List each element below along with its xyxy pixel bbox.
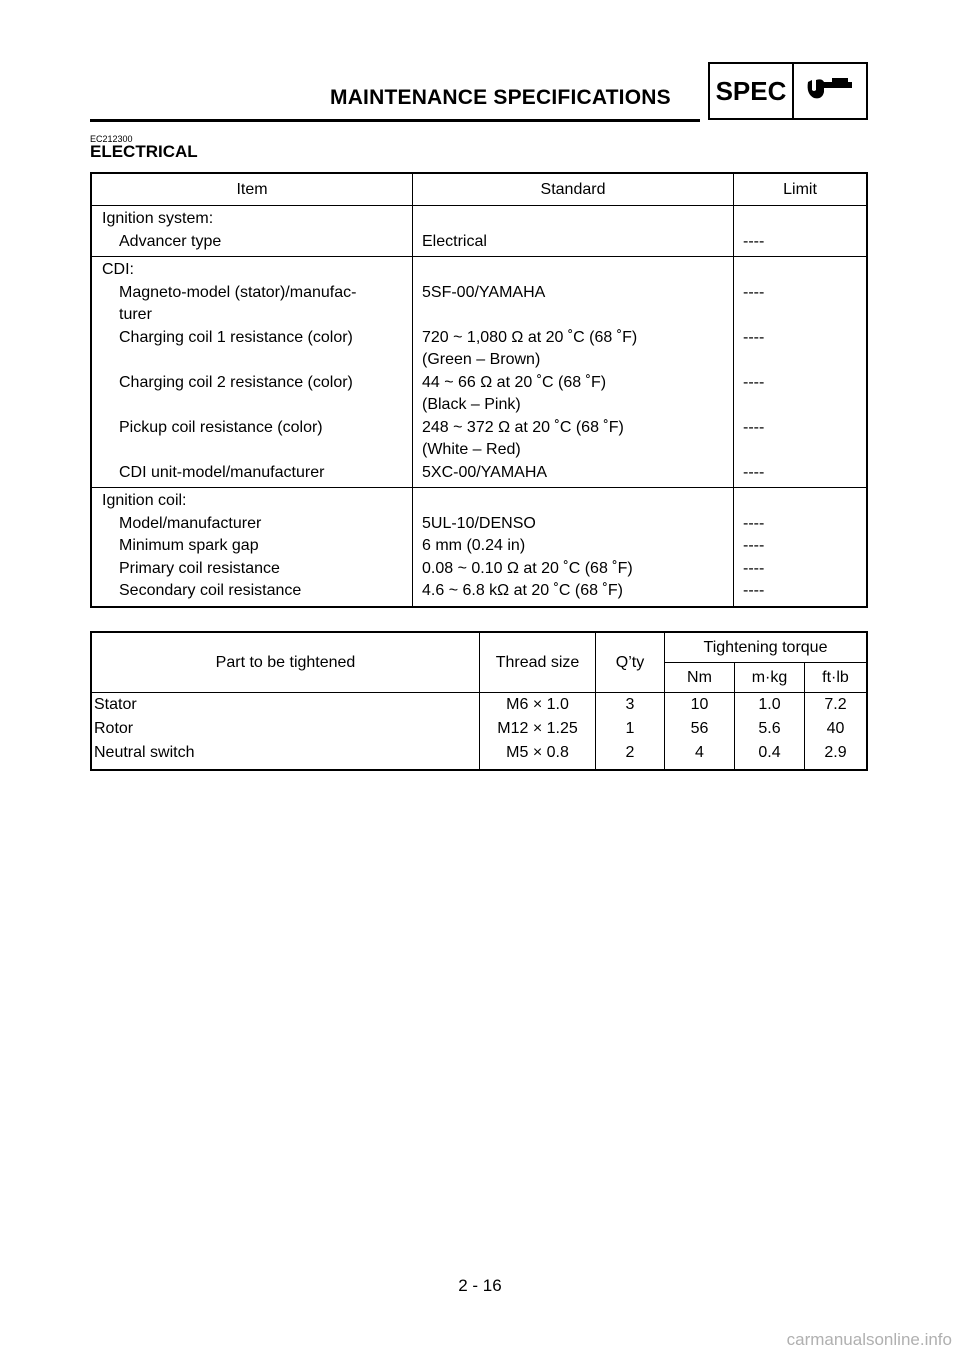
spec-standard-text: 44 ~ 66 Ω at 20 ˚C (68 ˚F) [422,373,607,391]
spec-item-text: Minimum spark gap [119,537,259,554]
spec-standard-text [413,304,733,327]
spec-item-text: turer [119,306,152,323]
spec-standard-text: 720 ~ 1,080 Ω at 20 ˚C (68 ˚F) [422,328,638,346]
page-header-title: MAINTENANCE SPECIFICATIONS [330,86,671,109]
spec-item-text [92,349,412,372]
spec-limit-text [734,439,866,462]
watermark: carmanualsonline.info [786,1330,952,1349]
spec-standard-cell [413,206,734,257]
spec-badge-label: SPEC [710,64,794,118]
section-title: ELECTRICAL [90,142,198,161]
header-qty: Q’ty [596,632,665,693]
spec-item-text: Model/manufacturer [119,514,262,532]
header-part: Part to be tightened [91,632,480,693]
spec-standard-text: 5XC-00/YAMAHA [422,463,548,481]
spec-limit-text: ---- [743,537,765,554]
torque-ftlb-cell: 2.9 [824,744,847,761]
torque-mkg-cell: 5.6 [735,717,805,741]
spec-item-text: Secondary coil resistance [119,582,302,599]
table-row [91,693,867,718]
spec-item-text: CDI unit-model/manufacturer [119,463,325,481]
spec-item-text: Advancer type [119,232,222,250]
wrench-icon [794,64,866,118]
page-number: 2 - 16 [458,1276,502,1295]
torque-ftlb-cell: 40 [826,720,845,737]
spec-limit-text [734,394,866,417]
spec-standard-text: 0.08 ~ 0.10 Ω at 20 ˚C (68 ˚F) [422,559,633,577]
header-ftlb: ft·lb [805,663,868,693]
spec-standard-text: 5SF-00/YAMAHA [422,283,546,301]
spec-limit-text: ---- [743,283,765,301]
torque-mkg-cell: 0.4 [735,741,805,770]
spec-standard-text: 4.6 ~ 6.8 kΩ at 20 ˚C (68 ˚F) [422,582,623,599]
spec-item-cell [91,488,413,607]
spec-group [91,488,867,607]
torque-qty-cell: 1 [596,717,665,741]
spec-standard-cell [413,488,734,607]
spec-standard-text: 6 mm (0.24 in) [422,537,526,554]
table-row [91,741,867,770]
column-header-item: Item [91,173,413,206]
torque-ftlb-cell: 7.2 [824,696,847,713]
spec-limit-text: ---- [743,232,765,250]
spec-item-cell [91,206,413,257]
spec-limit-text: ---- [743,559,765,577]
spec-standard-text: 248 ~ 372 Ω at 20 ˚C (68 ˚F) [422,418,624,436]
torque-qty-cell: 2 [596,741,665,770]
torque-mkg-cell: 1.0 [735,693,805,718]
spec-category: Ignition system: [102,210,214,227]
spacer [734,257,866,282]
spec-standard-text: 5UL-10/DENSO [422,514,536,532]
spec-item-text: Charging coil 1 resistance (color) [119,328,353,346]
spec-limit-text: ---- [743,514,765,532]
torque-thread-cell: M6 × 1.0 [480,693,596,718]
spec-limit-text: ---- [743,418,765,436]
spec-standard-text: (Black – Pink) [422,396,521,413]
torque-thread-cell: M5 × 0.8 [480,741,596,770]
spec-group [91,257,867,488]
torque-nm-cell: 56 [665,717,735,741]
spacer [734,206,866,231]
spec-item-text: Pickup coil resistance (color) [119,418,323,436]
spec-badge [708,62,868,120]
torque-nm-cell: 4 [665,741,735,770]
spec-limit-text: ---- [743,373,765,391]
spec-standard-text: (White – Red) [422,441,521,458]
spec-standard-text: (Green – Brown) [422,351,541,368]
spec-limit-cell [734,488,868,607]
spec-item-cell [91,257,413,488]
column-header-standard: Standard [413,173,734,206]
spec-limit-text [734,304,866,327]
spec-group [91,206,867,257]
spec-limit-cell [734,257,868,488]
spec-limit-text: ---- [743,328,765,346]
section-code: EC212300 [90,134,133,144]
spec-item-text [92,394,412,417]
torque-thread-cell: M12 × 1.25 [480,717,596,741]
spec-item-text [92,439,412,462]
spec-standard-cell [413,257,734,488]
torque-qty-cell: 3 [596,693,665,718]
table-row [91,717,867,741]
spec-item-text: Charging coil 2 resistance (color) [119,373,353,391]
header-thread-size: Thread size [480,632,596,693]
spec-standard-text: Electrical [422,232,487,250]
torque-nm-cell: 10 [665,693,735,718]
spacer [413,206,733,231]
spec-category: CDI: [102,261,134,278]
electrical-spec-table [90,172,868,608]
torque-part-cell: Neutral switch [91,741,480,770]
spacer [413,257,733,282]
column-header-limit: Limit [734,173,868,206]
spec-limit-text: ---- [743,463,765,481]
spec-limit-text [734,349,866,372]
header-tightening-torque: Tightening torque [703,638,828,656]
torque-part-cell: Rotor [91,717,480,741]
spec-limit-cell [734,206,868,257]
torque-part-cell: Stator [91,693,480,718]
spec-item-text: Magneto-model (stator)/manufac- [119,283,357,301]
spacer [413,488,733,513]
spec-category: Ignition coil: [102,492,187,509]
spec-item-text: Primary coil resistance [119,559,280,577]
torque-table [90,631,868,771]
header-nm: Nm [665,663,735,693]
header-rule [90,119,700,122]
spec-limit-text: ---- [743,582,765,599]
spacer [734,488,866,513]
header-mkg: m·kg [735,663,805,693]
